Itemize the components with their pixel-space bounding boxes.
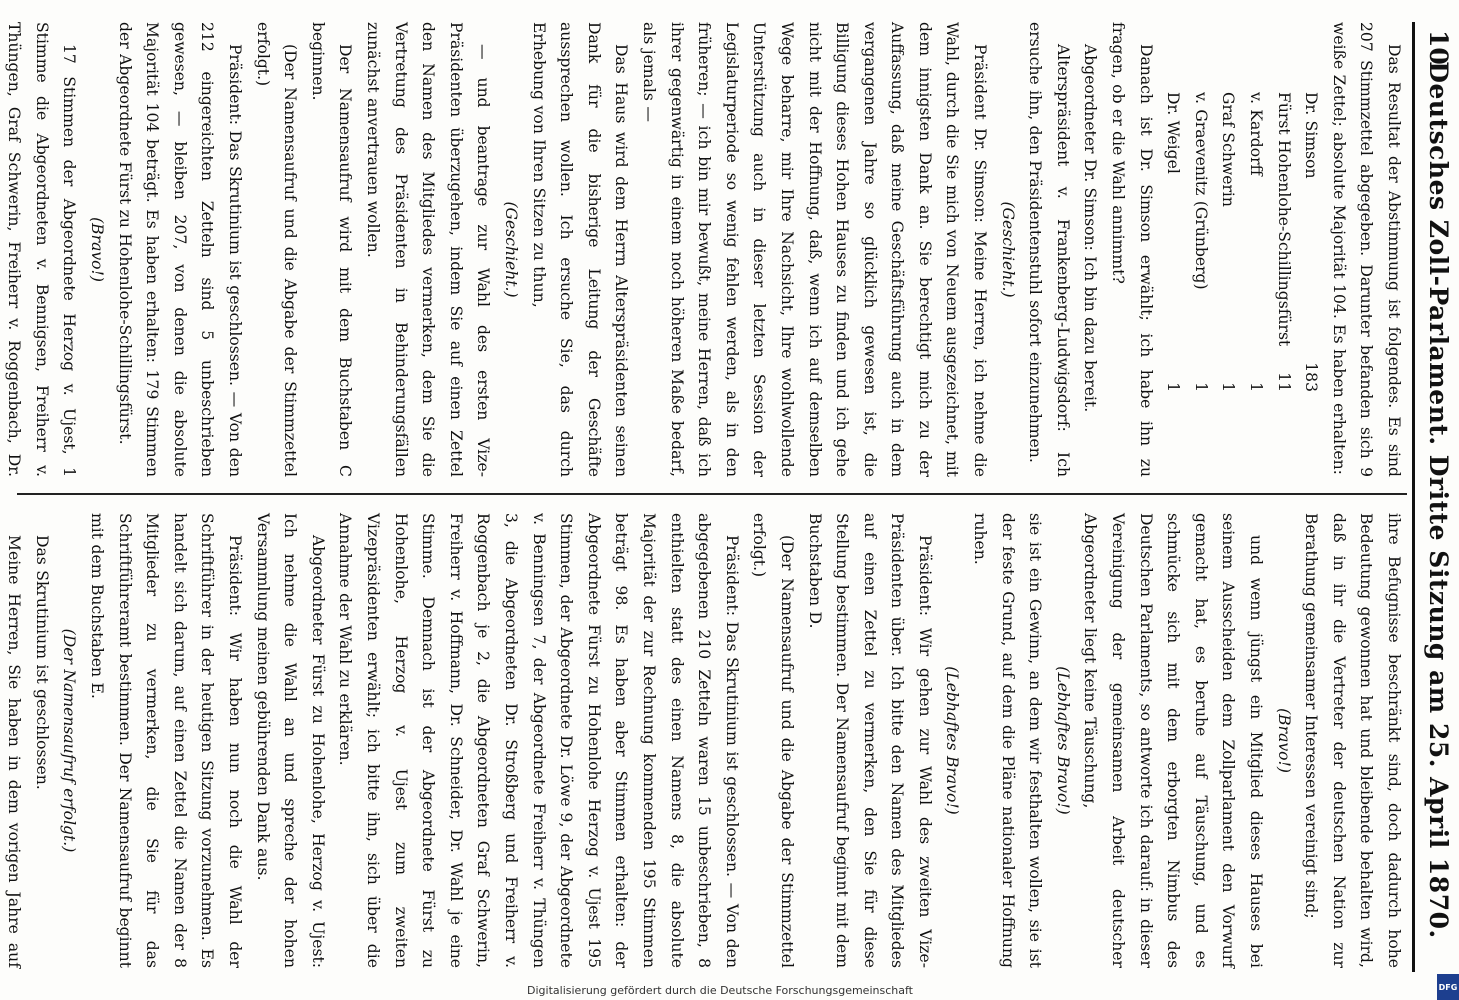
- paragraph: Das Resultat der Abstimmung ist folgendes. Es sind 207 Stimmzettel abgegeben. Darunter befanden sich 9 weiße Zettel; absolute Majorität 104. Es haben erhalten:: [1329, 22, 1403, 477]
- paragraph: Meine Herren, Sie haben in dem vorigen Jahre auf: [5, 535, 24, 968]
- dfg-logo-icon: DFG: [1437, 974, 1459, 1000]
- paragraph: — und beantrage zur Wahl des ersten Vize-Präsidenten überzugehen, indem Sie auf einen Zettel den Namen des Mitgliedes vermerken, dem Sie die Vertretung des Präsidenten in Behinderungsfällen zunächst anvertrauen wollen.: [364, 22, 493, 477]
- credit-text: Digitalisierung gefördert durch die Deutsche Forschungsgemeinschaft: [527, 984, 913, 997]
- stage-direction: (Der Namensaufruf und die Abgabe der Stimmzettel erfolgt.): [750, 513, 796, 968]
- stage-direction: (Der Namensaufruf und die Abgabe der Stimmzettel erfolgt.): [253, 22, 300, 477]
- paragraph: Präsident: Das Skrutinium ist geschlossen. — Von den abgegebenen 210 Zetteln waren 15 unbeschrieben, 8 enthielten statt des einen Namens 8, die absolute Majorität der zur Rechnung kommenden 195 Stimmen beträgt 98. Es haben aber Stimmen erhalten: der Abgeordnete Fürst zu Hohenlohe Herzog v. Ujest 195 Stimmen, der Abgeordnete Dr. Löwe 9, der Abgeordnete v. Benningsen 7, der Abgeordnete Freiherr v. Thüngen 3, die Abgeordneten Dr. Stroßberg und Freiherr v. Roggenbach je 2, die Abgeordneten Graf Schwerin, Freiherr v. Hoffmann, Dr. Schneider, Dr. Wahl je eine Stimme. Demnach ist der Abgeordnete Fürst zu Hohenlohe, Herzog v. Ujest zum zweiten Vizepräsidenten erwählt; ich bitte ihn, sich über die Annahme der Wahl zu erklären.: [336, 513, 741, 968]
- stage-direction: (Der Namensaufruf erfolgt.): [60, 628, 79, 853]
- stage-direction: (Lebhaftes Bravo!): [943, 666, 962, 815]
- tally-row: [1297, 92, 1325, 392]
- paragraph: Danach ist Dr. Simson erwählt; ich habe ihn zu fragen, ob er die Wahl annimmt?: [1109, 22, 1155, 477]
- paragraph: ihre Befugnisse beschränkt sind, doch dadurch hohe Bedeutung gewonnen hat und bleibende behalten wird, daß in ihr die Vertreter der deutschen Nation zur Berathung gemeinsamer Interessen vereinigt sind;: [1302, 513, 1403, 968]
- paragraph: Präsident: Das Skrutinium ist geschlossen. — Von den 212 eingereichten Zetteln sind 5 unbeschrieben gewesen, — bleiben 207, von denen die absolute Majorität 104 beträgt. Es haben erhalten: 179 Stimmen der Abgeordnete Fürst zu Hohenlohe-Schillingsfürst.: [115, 22, 245, 477]
- left-column: [5, 22, 1407, 477]
- column-rule: [17, 493, 1407, 495]
- stage-direction: (Geschieht.): [998, 201, 1017, 298]
- tally-row: [1214, 92, 1242, 392]
- paragraph: Abgeordneter Dr. Simson: Ich bin dazu bereit.: [1081, 44, 1100, 413]
- paragraph: Der Namensaufruf wird mit dem Buchstaben C beginnen.: [308, 22, 355, 477]
- paragraph: 17 Stimmen der Abgeordnete Herzog v. Ujest, 1 Stimme die Abgeordneten v. Bennigsen, Freiherr v. Thüngen, Graf Schwerin, Freiherr v. Roggenbach, Dr.: [5, 22, 79, 477]
- vote-tally: [1159, 22, 1325, 477]
- stage-direction: (Bravo!): [88, 217, 107, 282]
- paragraph: Das Skrutinium ist geschlossen.: [32, 535, 51, 790]
- paragraph: und wenn jüngst ein Mitglied dieses Hauses bei seinem Ausscheiden dem Zollparlament den Vorwurf gemacht hat, es beruhe auf Täuschung, und es schmücke sich mit dem erborgten Nimbus des Deutschen Parlaments, so antworte ich darauf: in dieser Vereinigung der gemeinsamen Arbeit deutscher Abgeordneter liegt keine Täuschung,: [1081, 513, 1266, 968]
- stage-direction: (Bravo!): [1274, 708, 1293, 773]
- digitization-credit: [0, 982, 1440, 1000]
- running-header: [1417, 30, 1457, 970]
- tally-name: Graf Schwerin: [1219, 92, 1238, 207]
- tally-row: [1159, 92, 1187, 392]
- tally-votes: 1: [1164, 382, 1183, 392]
- tally-name: v. Graevenitz (Grünberg): [1191, 92, 1210, 290]
- right-column: [5, 513, 1407, 968]
- tally-votes: 1: [1219, 382, 1238, 392]
- tally-name: v. Kardorff: [1247, 92, 1266, 176]
- tally-name: Fürst Hohenlohe-Schillingsfürst: [1274, 92, 1293, 347]
- paragraph: Präsident: Wir gehen zur Wahl des zweiten Vize-Präsidenten über. Ich bitte den Namen des Mitgliedes auf einen Zettel zu vermerken, den Sie für diese Stellung bestimmen. Der Namensaufruf beginnt mit dem Buchstaben D.: [805, 513, 934, 968]
- tally-name: Dr. Simson: [1302, 92, 1321, 179]
- paragraph: Präsident Dr. Simson: Meine Herren, ich nehme die Wahl, durch die Sie mich von Neuem ausgezeichnet, mit dem innigsten Dank an. Sie berechtigt mich zu der Auffassung, daß meine Geschäftsführung auch in dem vergangenen Jahre so glücklich gewesen ist, die Billigung dieses Hohen Hauses zu finden und ich gehe nicht mit der Hoffnung, daß, wenn ich auf demselben Wege beharre, mir Ihre Nachsicht, Ihre wohlwollende Unterstützung auch in dieser letzten Session der Legislaturperiode so wenig fehlen werden, als in den früheren; — ich bin mir bewußt, meine Herren, daß ich ihrer gegenwärtig in einem noch höheren Maße bedarf, als jemals —: [639, 22, 990, 477]
- paragraph: Präsident: Wir haben nun noch die Wahl der Schriftführer in der heutigen Sitzung vorzunehmen. Es handelt sich darum, auf einen Zettel die Namen der 8 Mitglieder zu vermerken, die Sie für das Schriftführeramt bestimmen. Der Namensaufruf beginnt mit dem Buchstaben E.: [88, 513, 245, 968]
- tally-row: [1269, 92, 1297, 392]
- tally-name: Dr. Weigel: [1164, 92, 1183, 174]
- paragraph: Alterspräsident v. Frankenberg-Ludwigsdorf: Ich ersuche ihn, den Präsidentenstuhl sofort einzunehmen.: [1026, 22, 1072, 477]
- running-title: Deutsches Zoll-Parlament. Dritte Sitzung am 25. April 1870.: [1424, 61, 1453, 939]
- page-number: 10: [1424, 30, 1453, 65]
- stage-direction: (Lebhaftes Bravo!): [1053, 666, 1072, 815]
- paragraph: sie ist ein Gewinn, an dem wir festhalten wollen, sie ist der feste Grund, auf dem die Pläne nationaler Hoffnung ruhen.: [971, 513, 1045, 968]
- header-rule: [1412, 22, 1415, 972]
- paragraph: Das Haus wird dem Herrn Alterspräsidenten seinen Dank für die bisherige Leitung der Geschäfte aussprechen wollen. Ich ersuche Sie, das durch Erhebung von Ihren Sitzen zu thun,: [529, 22, 631, 477]
- paragraph: Abgeordneter Fürst zu Hohenlohe, Herzog v. Ujest: Ich nehme die Wahl an und spreche der hohen Versammlung meinen gebührenden Dank aus.: [253, 513, 327, 968]
- stage-direction: (Geschieht.): [502, 201, 520, 298]
- tally-votes: 183: [1302, 362, 1321, 392]
- tally-votes: 1: [1247, 382, 1266, 392]
- tally-votes: 1: [1191, 382, 1210, 392]
- tally-votes: 11: [1274, 372, 1293, 392]
- tally-row: [1241, 92, 1269, 392]
- tally-row: [1186, 92, 1214, 392]
